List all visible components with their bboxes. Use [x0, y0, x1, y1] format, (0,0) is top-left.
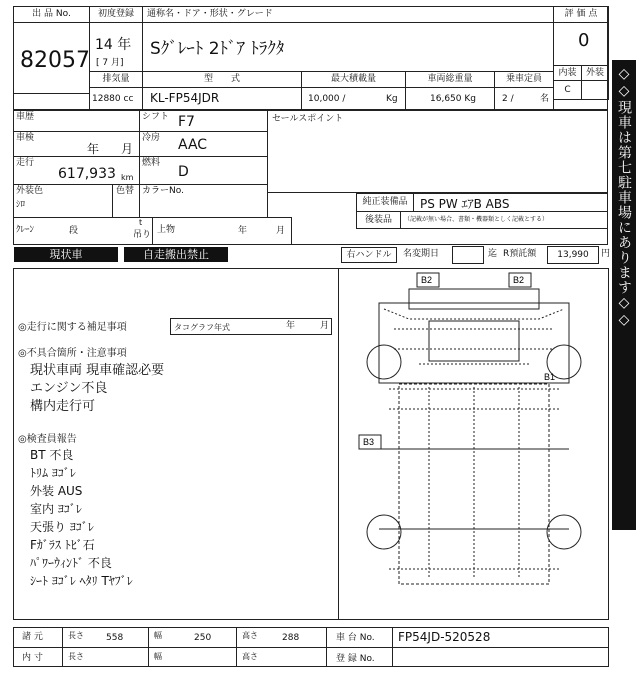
inspection-year: 年: [87, 142, 100, 156]
dims-label: 諸 元: [22, 632, 43, 642]
ac-value: AAC: [178, 137, 208, 153]
history-label: 車歴: [16, 112, 35, 122]
mark-b2-right: B2: [513, 275, 525, 285]
inspector-line: ﾄﾘﾑ ﾖｺﾞﾚ: [30, 466, 76, 480]
bottom-row-1: [13, 627, 609, 648]
max-load-unit: Kg: [386, 94, 398, 104]
ac-label: 冷房: [142, 133, 161, 143]
divider: [148, 627, 149, 667]
defect-line: 現状車両 現車確認必要: [30, 363, 165, 378]
height-label-2: 高さ: [242, 652, 258, 661]
steering-box: 右ハンドル: [341, 247, 397, 263]
width-value: 250: [194, 633, 212, 643]
name-change-label: 名変期日: [403, 249, 440, 259]
color-no-label: カラーNo.: [142, 186, 184, 196]
recycle-unit: 円: [601, 249, 611, 259]
crane-ton: t: [139, 218, 143, 227]
color-change-label: 色替: [116, 186, 135, 196]
cab-roof: [409, 289, 539, 309]
inspector-title: ◎検査員報告: [18, 434, 77, 445]
ext-color-label: 外装色: [16, 186, 44, 196]
lot-label: 出 品 No.: [13, 6, 90, 23]
mileage-value: 617,933: [58, 166, 116, 182]
max-load-label: 最大積載量: [301, 71, 406, 88]
exterior-grade: [581, 80, 609, 100]
fuel-label: 燃料: [142, 158, 161, 168]
crane-label: ｸﾚｰﾝ: [16, 225, 35, 235]
max-load: 10,000 /: [308, 94, 346, 104]
length-label-2: 長さ: [68, 652, 84, 661]
no-self-drive-tag: 自走搬出禁止: [124, 247, 228, 262]
inspector-line: 室内 ﾖｺﾞﾚ: [30, 502, 82, 516]
recycle-label: R預託額: [503, 249, 537, 259]
inspector-line: BT 不良: [30, 448, 74, 462]
recycle-amount: 13,990: [547, 246, 599, 264]
defect-line: 構内走行可: [30, 399, 96, 414]
chassis-value: FP54JD-520528: [398, 630, 491, 644]
first-reg-year: 14 年: [95, 37, 132, 53]
truck-diagram: [339, 269, 608, 619]
equipment-value: PS PW ｴｱB ABS: [420, 197, 510, 211]
shift-value: F7: [178, 114, 195, 130]
type-label: 型 式: [142, 71, 302, 88]
lot-number: 82057: [20, 48, 90, 73]
score-value: 0: [578, 30, 590, 51]
tacho-box-label: タコグラフ年式: [174, 323, 230, 332]
sales-point-label: セールスポイント: [272, 114, 344, 124]
inspection-month: 月: [121, 142, 134, 156]
divider: [392, 627, 393, 667]
model-name: Sｸﾞﾚｰﾄ 2ﾄﾞｱ ﾄﾗｸﾀ: [150, 39, 285, 59]
crane-stage: 段: [69, 226, 79, 236]
inspector-line: 天張り ﾖｺﾞﾚ: [30, 520, 94, 534]
name-change-box: [452, 246, 484, 264]
displacement: 12880 cc: [92, 94, 134, 104]
equipment-label: 純正装備品: [356, 193, 414, 212]
length-value: 558: [106, 633, 124, 643]
inspector-line: Fｶﾞﾗｽ ﾄﾋﾞ石: [30, 538, 95, 552]
first-reg-month: [ 7 月]: [96, 58, 124, 68]
ext-color-value: ｼﾛ: [16, 200, 26, 210]
inspection-label: 車検: [16, 133, 35, 143]
inspector-line: ｼｰﾄ ﾖｺﾞﾚ ﾍﾀﾘ Tﾔﾌﾞﾚ: [30, 574, 133, 588]
inspector-list: [30, 446, 133, 590]
length-label: 長さ: [68, 631, 84, 640]
inspector-line: ﾊﾟﾜｰｳｨﾝﾄﾞ 不良: [30, 556, 112, 570]
mark-b1: B1: [544, 372, 556, 382]
fuel-value: D: [178, 164, 189, 180]
tacho-title: ◎走行に関する補足事項: [18, 322, 127, 333]
height-value: 288: [282, 633, 300, 643]
upper-year: 年: [238, 226, 248, 236]
vehicle-type: KL-FP54JDR: [150, 91, 220, 105]
aftermarket-note: （記載が無い場合、書類・機器類としく記載とする）: [404, 216, 549, 223]
wheel-rear-right: [547, 515, 581, 549]
upper-month: 月: [276, 226, 286, 236]
displacement-label: 排気量: [89, 71, 143, 88]
gross-weight-label: 車両総重量: [405, 71, 495, 88]
windshield: [429, 321, 519, 361]
tacho-year: 年: [286, 321, 296, 331]
interior-dims-label: 内 寸: [22, 653, 43, 663]
score-label: 評 価 点: [553, 6, 609, 23]
interior-grade-label: 内装: [553, 65, 582, 81]
shift-label: シフト: [142, 112, 170, 122]
inspector-line: 外装 AUS: [30, 484, 83, 498]
interior-grade: C: [553, 80, 582, 100]
capacity-unit: 名: [540, 94, 550, 104]
reg-label: 登 録 No.: [336, 654, 375, 664]
chassis-label: 車 台 No.: [336, 633, 375, 643]
first-reg-label: 初度登録: [89, 6, 143, 23]
side-note: ◇◇現車は第七駐車場にあります◇◇: [616, 66, 632, 329]
defects-title: ◎不具合箇所・注意事項: [18, 348, 127, 359]
crane-hang: 吊り: [133, 230, 152, 240]
mark-b3: B3: [363, 437, 375, 447]
mileage-unit: km: [121, 173, 134, 182]
width-label: 幅: [154, 631, 162, 640]
capacity-label: 乗車定員: [494, 71, 554, 88]
height-label: 高さ: [242, 631, 258, 640]
mark-b2-left: B2: [421, 275, 433, 285]
width-label-2: 幅: [154, 652, 162, 661]
first-reg-box: [89, 22, 143, 72]
deadline-label: 迄: [488, 249, 498, 259]
exterior-grade-label: 外装: [581, 65, 609, 81]
divider: [236, 627, 237, 667]
wheel-rear-left: [367, 515, 401, 549]
mileage-label: 走行: [16, 158, 35, 168]
cab-outline: [379, 303, 569, 383]
wheel-front-left: [367, 345, 401, 379]
current-state-tag: 現状車: [14, 247, 118, 262]
gross-weight: 16,650 Kg: [430, 94, 476, 104]
capacity: 2 /: [502, 94, 514, 104]
defect-line: エンジン不良: [30, 381, 108, 396]
model-name-label: 通称名・ドア・形状・グレード: [142, 6, 554, 23]
tacho-month: 月: [320, 321, 330, 331]
divider: [62, 627, 63, 667]
divider: [326, 627, 327, 667]
aftermarket-label: 後装品: [356, 211, 401, 229]
upper-label: 上物: [157, 225, 176, 235]
defects-list: [30, 362, 164, 416]
